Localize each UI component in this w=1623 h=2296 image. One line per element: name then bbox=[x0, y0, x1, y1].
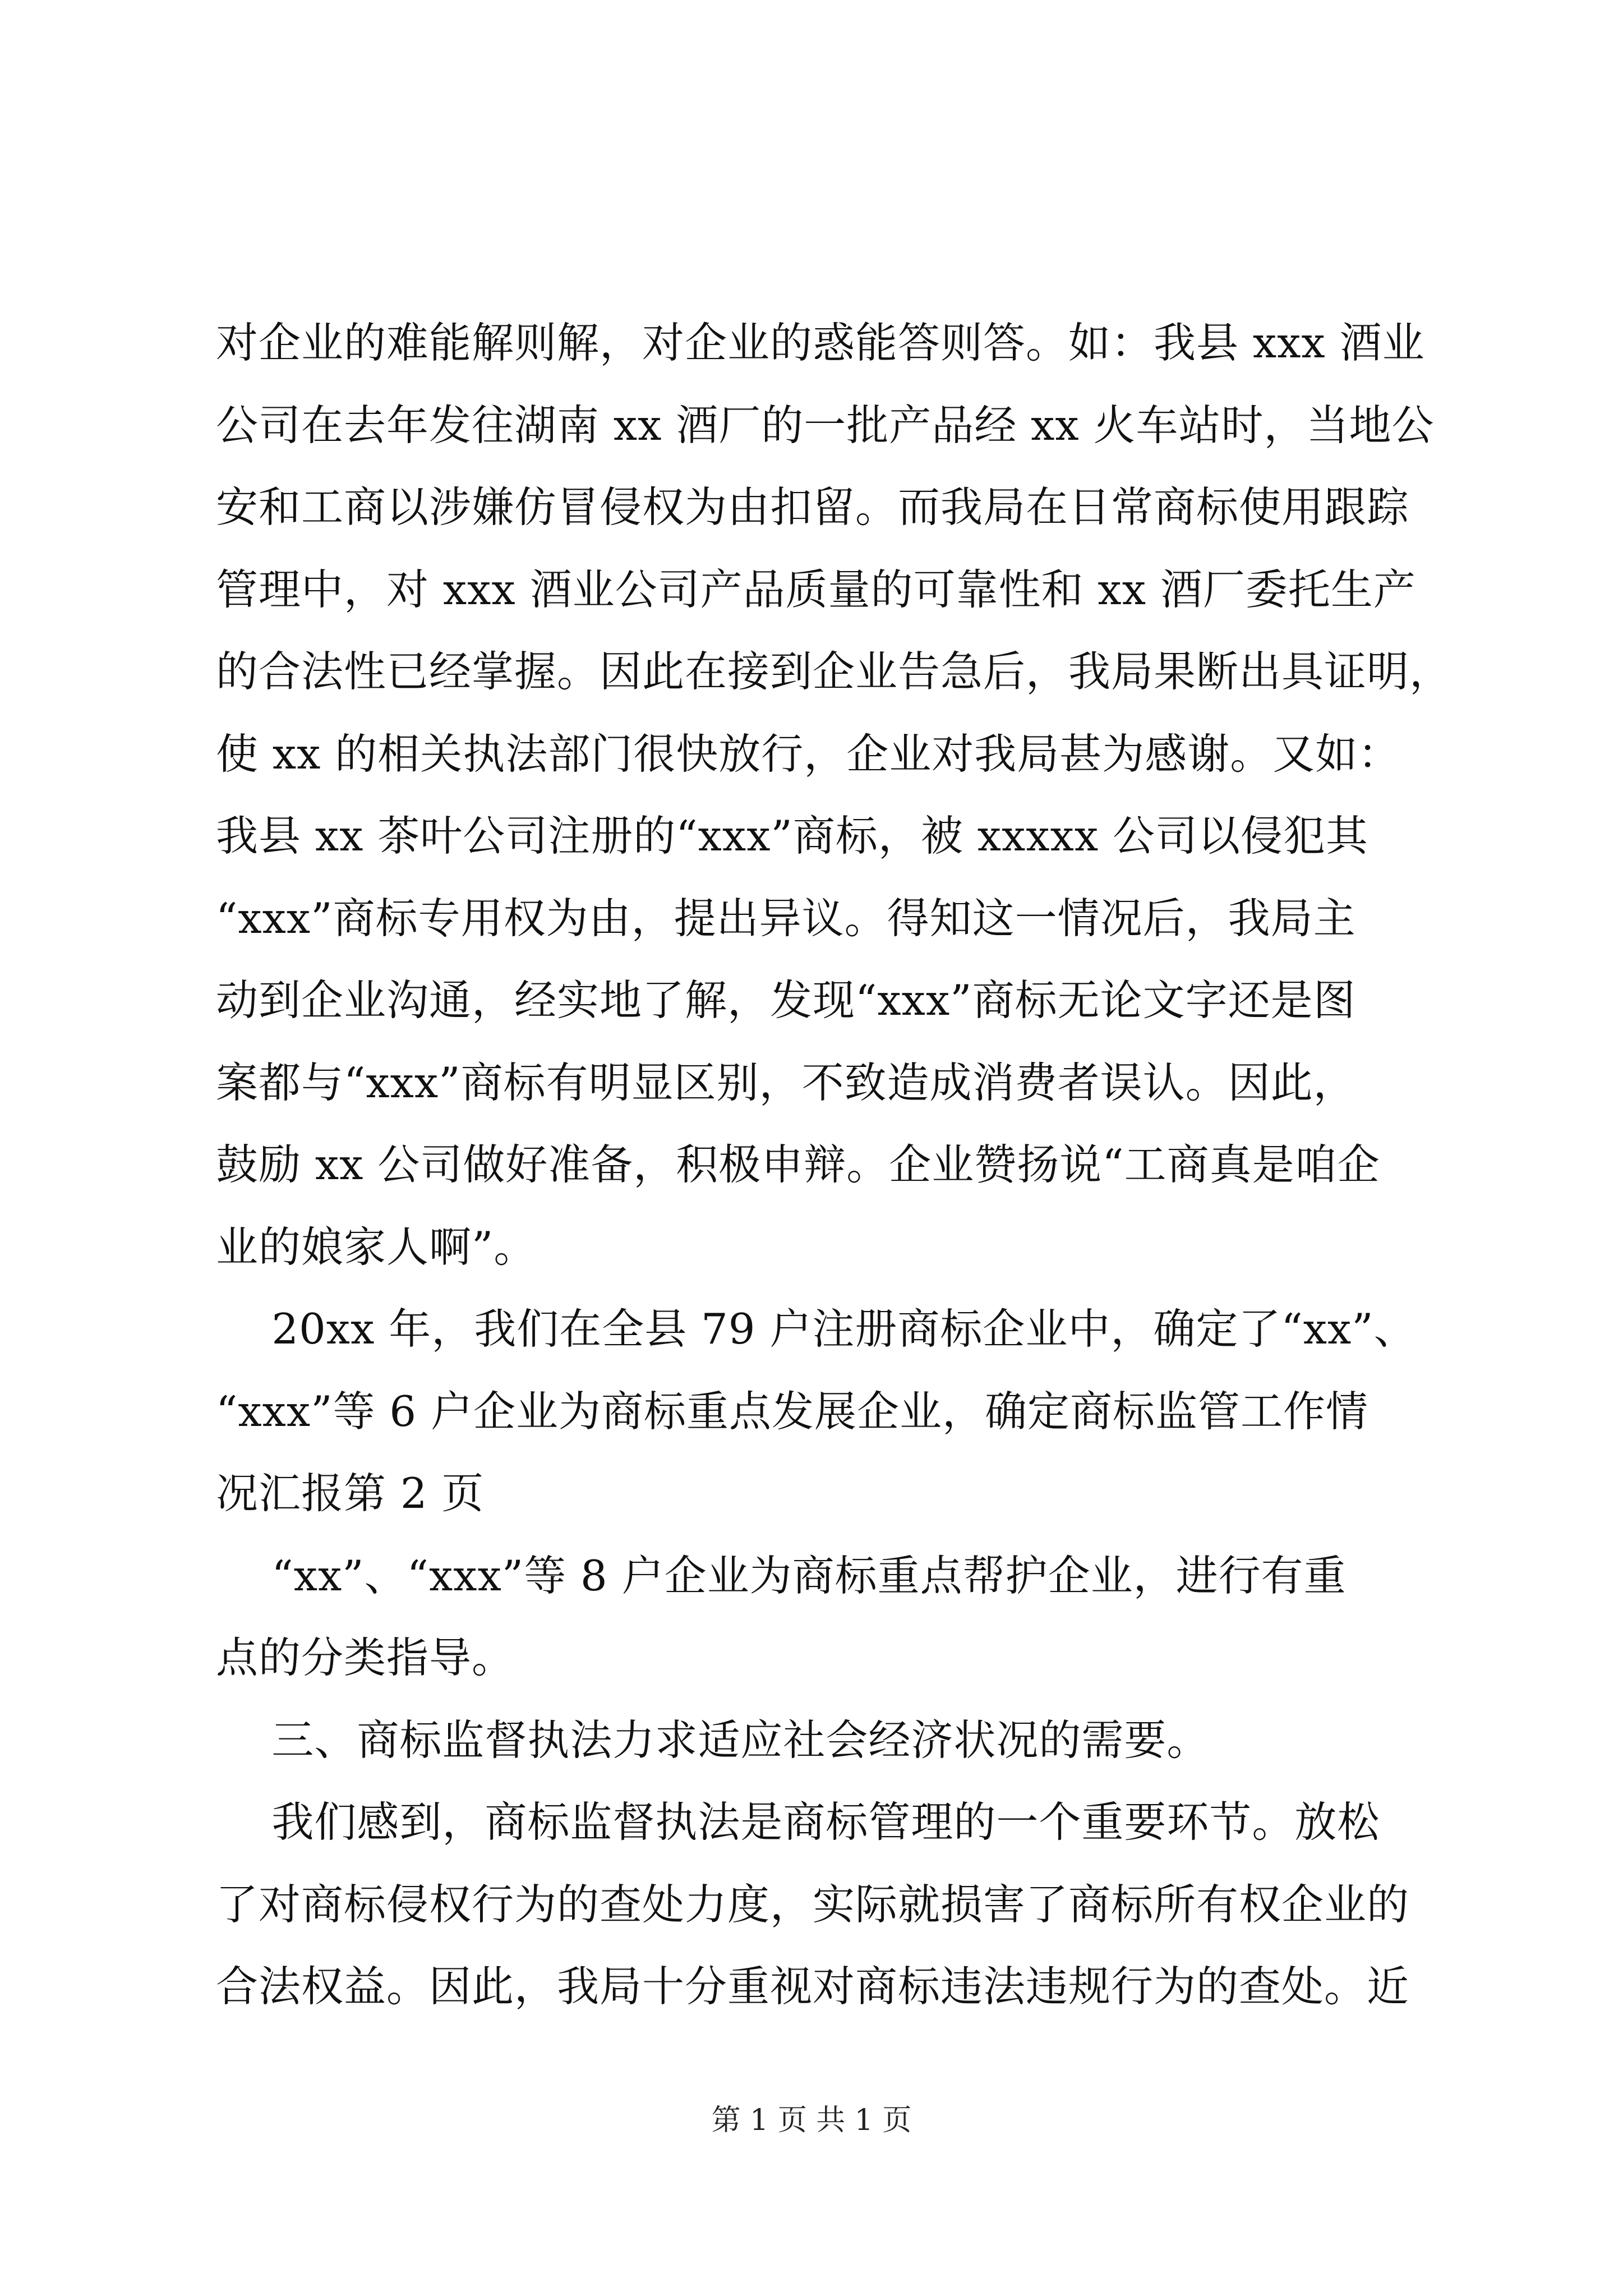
page-number-label: 第 1 页 共 1 页 bbox=[711, 2104, 912, 2137]
text-line: “xxx”等 6 户企业为商标重点发展企业，确定商标监管工作情 bbox=[216, 1386, 1368, 1436]
text-line: 三、商标监督执法力求适应社会经济状况的需要。 bbox=[216, 1715, 1210, 1765]
text-line: 鼓励 xx 公司做好准备，积极申辩。企业赞扬说“工商真是咱企 bbox=[216, 1140, 1380, 1189]
text-line: 况汇报第 2 页 bbox=[216, 1469, 485, 1518]
text-line: 的合法性已经掌握。因此在接到企业告急后，我局果断出具证明， bbox=[216, 647, 1453, 696]
body-text bbox=[216, 302, 1453, 2028]
text-line: 对企业的难能解则解，对企业的惑能答则答。如：我县 xxx 酒业 bbox=[216, 318, 1425, 367]
text-line: 公司在去年发往湖南 xx 酒厂的一批产品经 xx 火车站时，当地公 bbox=[216, 400, 1435, 450]
text-line: “xxx”商标专用权为由，提出异议。得知这一情况后，我局主 bbox=[216, 893, 1356, 943]
text-line: 点的分类指导。 bbox=[216, 1633, 515, 1682]
text-line: 我们感到，商标监督执法是商标管理的一个重要环节。放松 bbox=[216, 1797, 1380, 1847]
text-line: 使 xx 的相关执法部门很快放行，企业对我局甚为感谢。又如： bbox=[216, 729, 1401, 779]
text-line: 安和工商以涉嫌仿冒侵权为由扣留。而我局在日常商标使用跟踪 bbox=[216, 482, 1410, 532]
text-line: 了对商标侵权行为的查处力度，实际就损害了商标所有权企业的 bbox=[216, 1879, 1410, 1929]
page-footer bbox=[0, 2101, 1623, 2140]
text-line: 我县 xx 茶叶公司注册的“xxx”商标，被 xxxxx 公司以侵犯其 bbox=[216, 811, 1369, 861]
text-line: 20xx 年，我们在全县 79 户注册商标企业中，确定了“xx”、 bbox=[216, 1304, 1417, 1354]
text-line: 业的娘家人啊”。 bbox=[216, 1222, 537, 1272]
text-line: 管理中，对 xxx 酒业公司产品质量的可靠性和 xx 酒厂委托生产 bbox=[216, 564, 1416, 614]
text-line: 案都与“xxx”商标有明显区别，不致造成消费者误认。因此， bbox=[216, 1057, 1356, 1107]
text-line: “xx”、“xxx”等 8 户企业为商标重点帮护企业，进行有重 bbox=[216, 1550, 1347, 1600]
text-line: 动到企业沟通，经实地了解，发现“xxx”商标无论文字还是图 bbox=[216, 976, 1356, 1025]
text-line: 合法权益。因此，我局十分重视对商标违法违规行为的查处。近 bbox=[216, 1962, 1410, 2011]
